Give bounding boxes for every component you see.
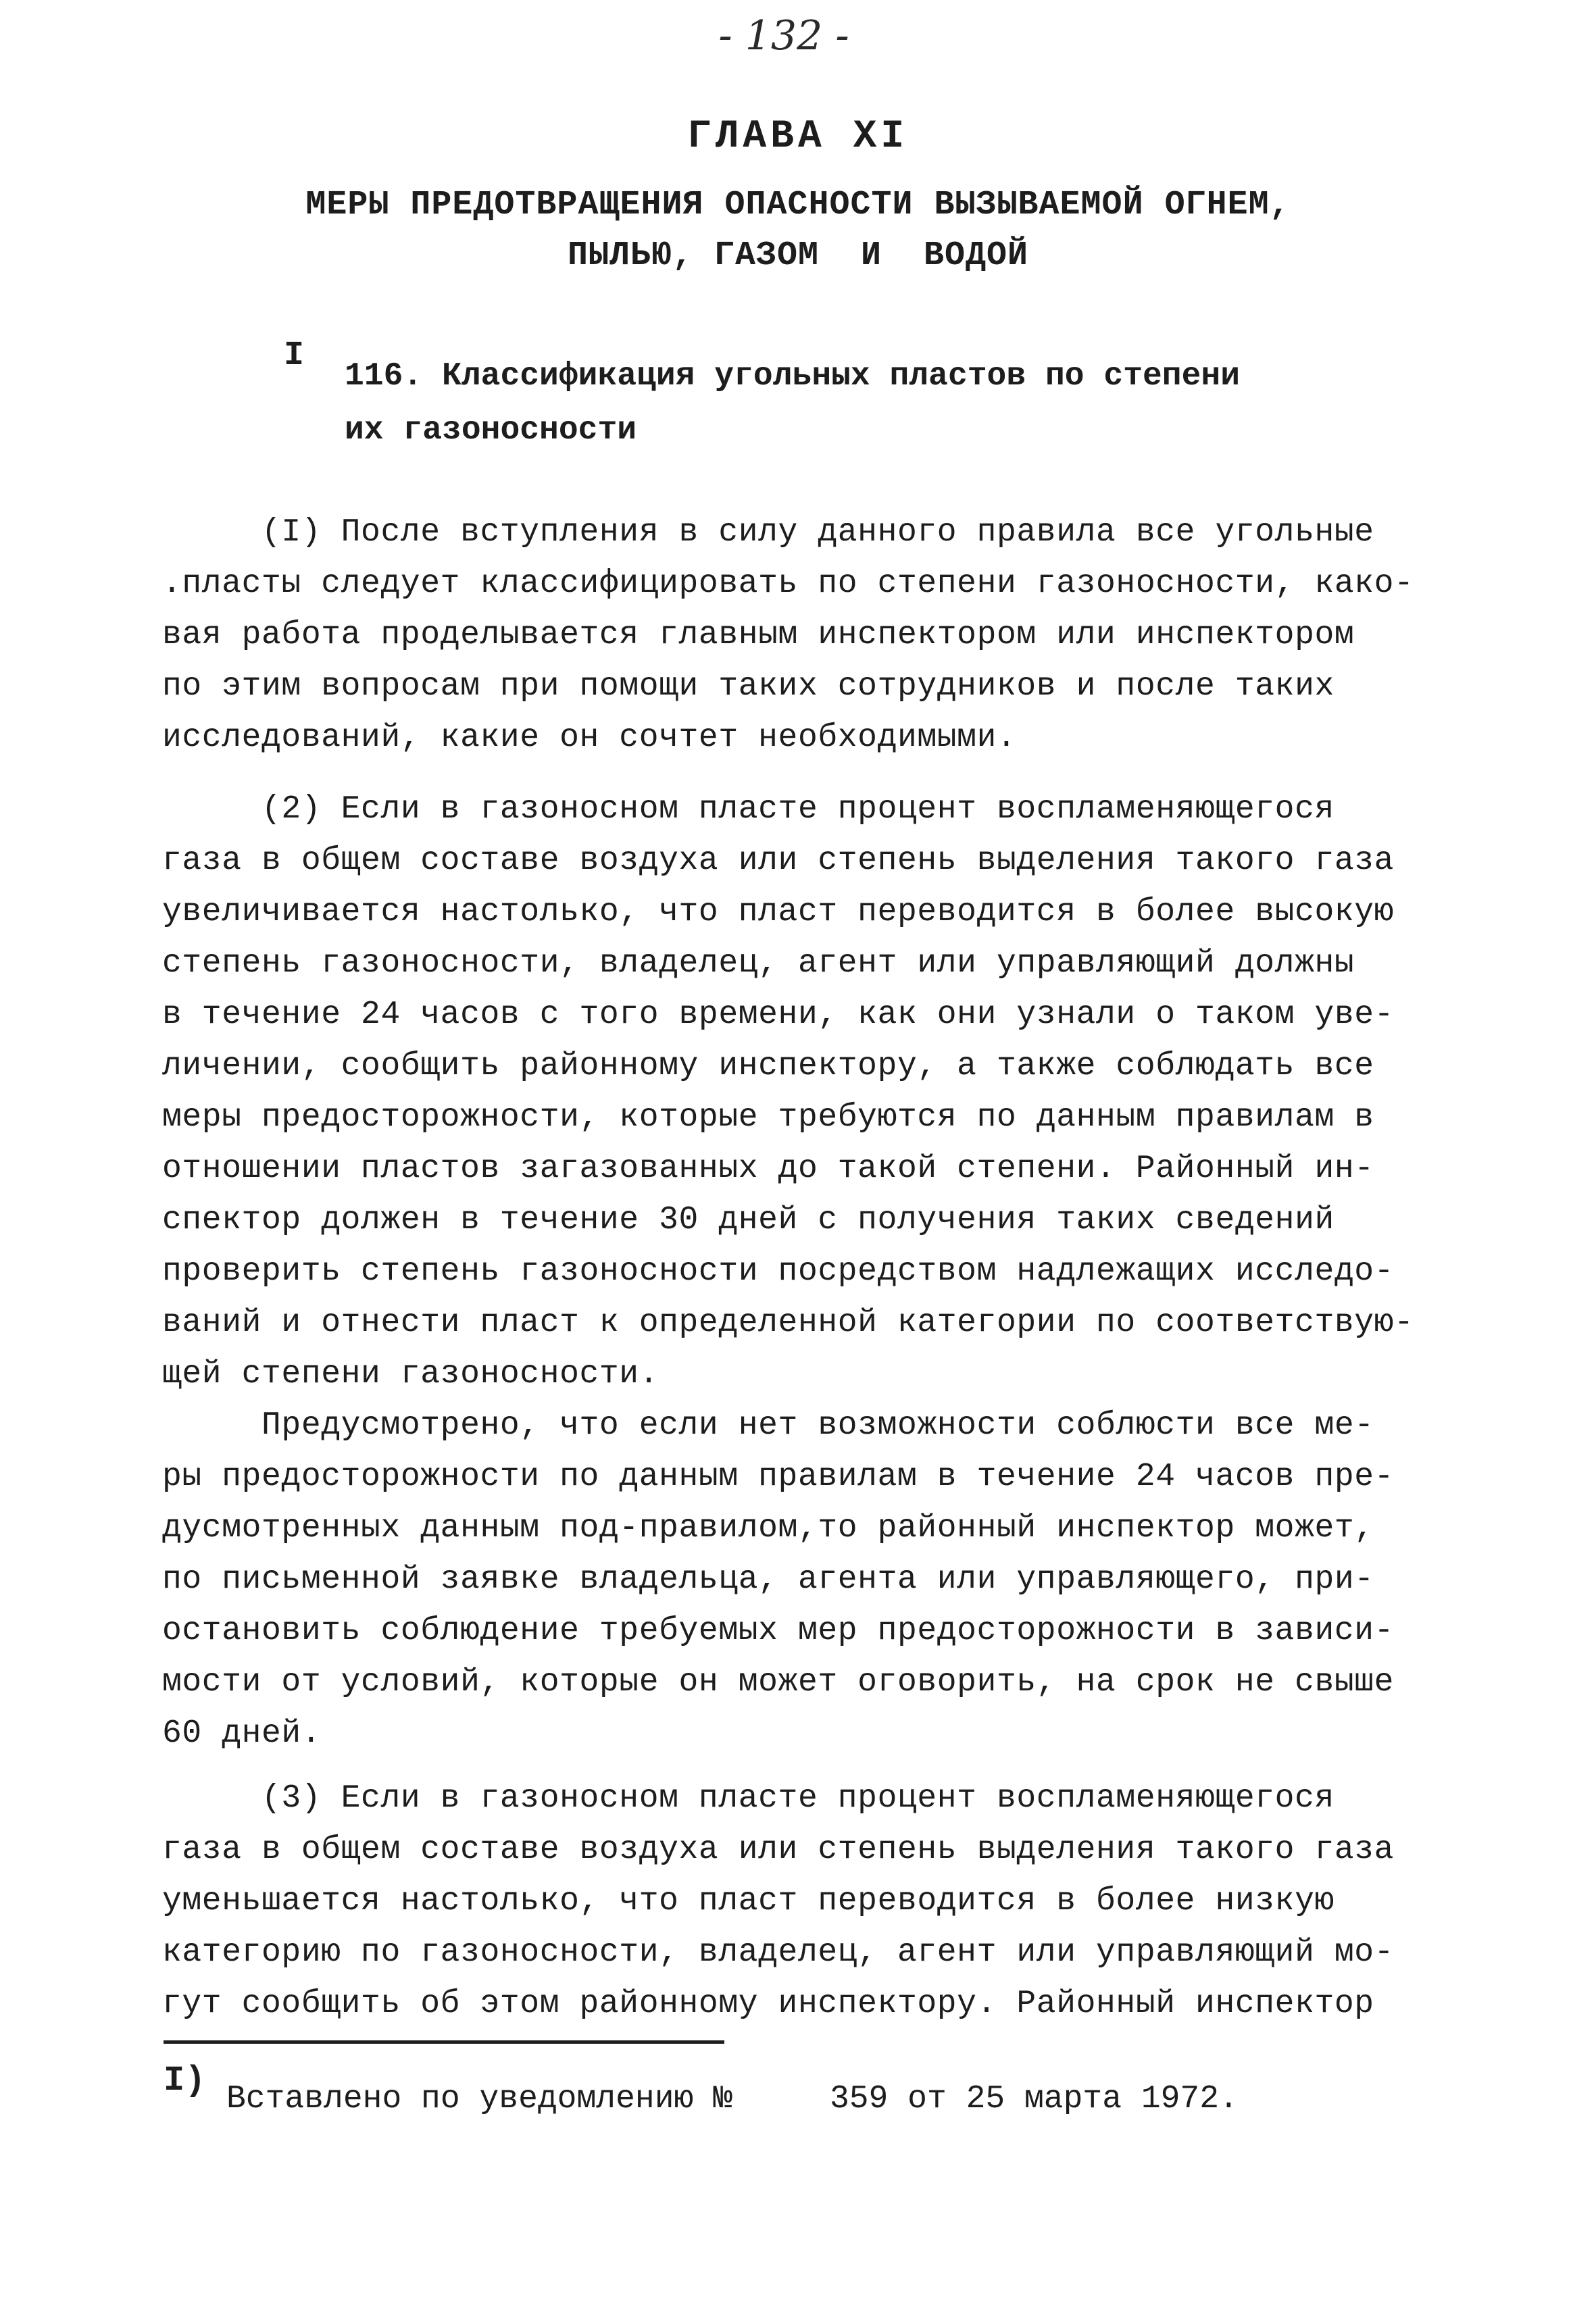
footnote-divider — [164, 2040, 724, 2044]
body-line: Предусмотрено, что если нет возможности соблюсти все ме- — [162, 1407, 1374, 1444]
page-number: - 132 - — [718, 12, 849, 59]
chapter-title-line-1: МЕРЫ ПРЕДОТВРАЩЕНИЯ ОПАСНОСТИ ВЫЗЫВАЕМОЙ ОГНЕМ, — [305, 186, 1291, 224]
body-line: щей степени газоносности. — [162, 1356, 659, 1392]
body-line: 60 дней. — [162, 1715, 322, 1752]
body-line: ры предосторожности по данным правилам в течение 24 часов пре- — [162, 1459, 1395, 1495]
body-line: (3) Если в газоносном пласте процент воспламеняющегося — [162, 1780, 1335, 1817]
body-line: мости от условий, которые он может оговорить, на срок не свыше — [162, 1664, 1395, 1701]
body-line: исследований, какие он сочтет необходимыми. — [162, 720, 1017, 756]
body-line: по этим вопросам при помощи таких сотрудников и после таких — [162, 668, 1335, 705]
footnote-text: Вставлено по уведомлению № 359 от 25 марта 1972. — [226, 2081, 1239, 2117]
body-line: меры предосторожности, которые требуются по данным правилам в — [162, 1099, 1374, 1136]
body-line: спектор должен в течение 30 дней с получения таких сведений — [162, 1202, 1335, 1238]
body-line: газа в общем составе воздуха или степень выделения такого газа — [162, 842, 1395, 879]
body-line: (2) Если в газоносном пласте процент воспламеняющегося — [162, 791, 1335, 828]
body-line: уменьшается настолько, что пласт переводится в более низкую — [162, 1883, 1335, 1919]
body-line: ваний и отнести пласт к определенной категории по соответствую- — [162, 1305, 1414, 1341]
section-footnote-marker: I — [284, 336, 305, 375]
body-line: (I) После вступления в силу данного правила все угольные — [162, 514, 1374, 551]
chapter-title-line-2: ПЫЛЬЮ, ГАЗОМ И ВОДОЙ — [567, 236, 1029, 275]
body-line: увеличивается настолько, что пласт переводится в более высокую — [162, 894, 1395, 930]
body-line: степень газоносности, владелец, агент или управляющий должны — [162, 945, 1355, 982]
body-line: дусмотренных данным под-правилом,то районный инспектор может, — [162, 1510, 1374, 1546]
chapter-label: ГЛАВА XI — [687, 115, 909, 159]
body-line: остановить соблюдение требуемых мер предосторожности в зависи- — [162, 1613, 1395, 1649]
section-heading-line-1: 116. Классификация угольных пластов по степени — [345, 358, 1241, 395]
body-line: категорию по газоносности, владелец, агент или управляющий мо- — [162, 1934, 1395, 1971]
section-heading-line-2: их газоносности — [345, 412, 637, 449]
body-line: личении, сообщить районному инспектору, а также соблюдать все — [162, 1048, 1374, 1084]
body-line: в течение 24 часов с того времени, как они узнали о таком уве- — [162, 997, 1395, 1033]
body-line: вая работа проделывается главным инспектором или инспектором — [162, 617, 1355, 653]
body-line: .пласты следует классифицировать по степени газоносности, како- — [162, 565, 1414, 602]
footnote-marker: I) — [164, 2061, 206, 2101]
body-line: проверить степень газоносности посредством надлежащих исследо- — [162, 1253, 1395, 1290]
body-line: по письменной заявке владельца, агента или управляющего, при- — [162, 1561, 1374, 1598]
body-line: отношении пластов загазованных до такой степени. Районный ин- — [162, 1151, 1374, 1187]
body-line: газа в общем составе воздуха или степень выделения такого газа — [162, 1832, 1395, 1868]
body-line: гут сообщить об этом районному инспектору. Районный инспектор — [162, 1986, 1374, 2022]
